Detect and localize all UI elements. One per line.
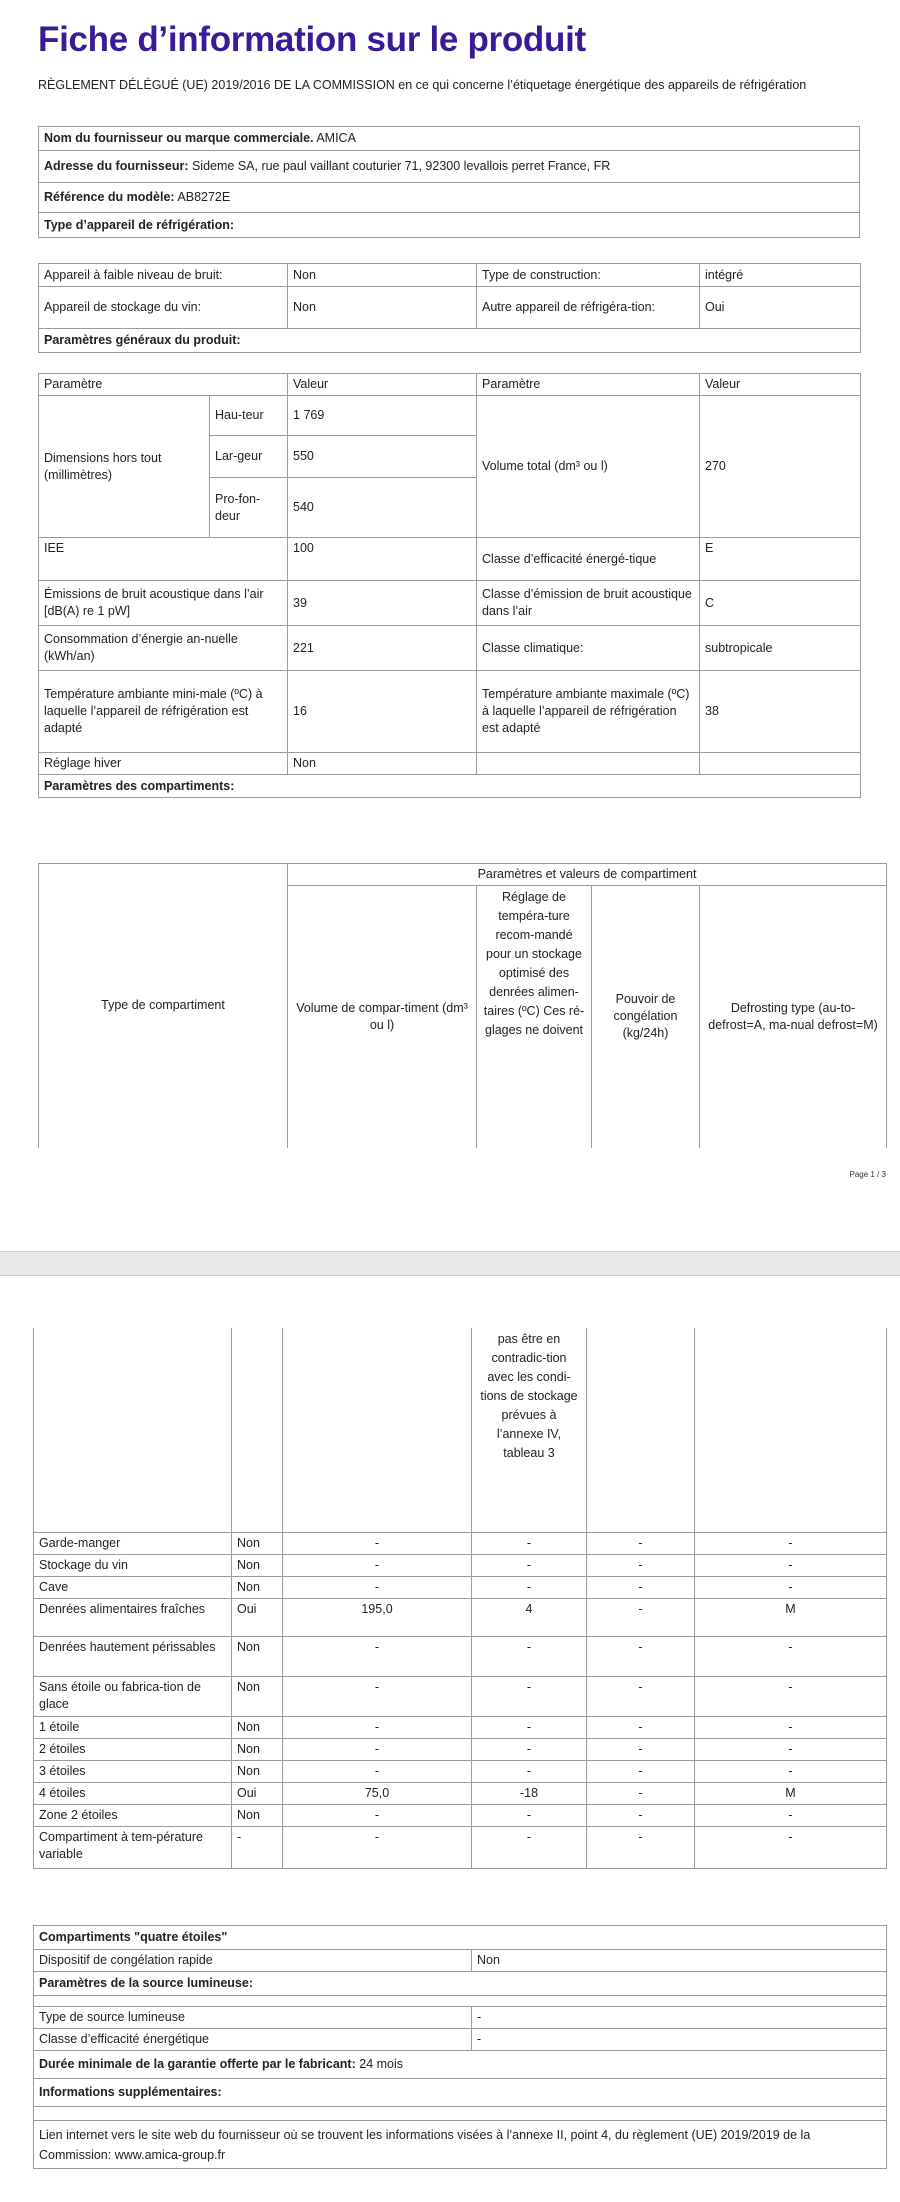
compartment-section-heading: Paramètres des compartiments: [39,775,861,798]
compartment-volume: - [283,1761,472,1783]
volume-label: Volume total (dm³ ou l) [477,396,700,538]
supplier-value: AMICA [316,131,356,145]
param-label: Classe d’efficacité énergé-tique [477,538,700,581]
height-value: 1 769 [288,396,477,436]
compartment-temp: - [472,1739,587,1761]
depth-label: Pro-fon-deur [210,478,288,538]
compartment-header-continued [34,1328,887,1532]
compartment-present: Oui [232,1599,283,1637]
compartment-row [34,1827,887,1869]
param-label: Classe d’émission de bruit acoustique dans l’air [477,581,700,626]
compartment-freezing: - [587,1577,695,1599]
model-row [39,183,860,213]
compartment-temp: - [472,1827,587,1869]
regulation-text: RÈGLEMENT DÉLÉGUÉ (UE) 2019/2016 DE LA COMMISSION en ce qui concerne l’étiquetage énergétique des appareils de réfrigération [38,78,807,92]
general-section-heading: Paramètres généraux du produit: [39,329,861,353]
compartment-freezing: - [587,1599,695,1637]
compartment-defrost: - [695,1805,887,1827]
compartment-freezing: - [587,1677,695,1717]
warranty-row [34,2051,887,2079]
compartment-defrost: M [695,1599,887,1637]
winter-label: Réglage hiver [39,753,288,775]
compartment-temp: - [472,1637,587,1677]
compartment-volume: - [283,1533,472,1555]
compartment-name: 4 étoiles [34,1783,232,1805]
compartment-row [34,1555,887,1577]
extra-section-heading: Informations supplémentaires: [34,2079,887,2107]
compartment-row [34,1677,887,1717]
compartment-type-header: Type de compartiment [39,864,288,1148]
type-label: Appareil à faible niveau de bruit: [39,264,288,287]
compartment-volume: - [283,1805,472,1827]
document-page-2 [0,1275,900,2202]
model-label: Référence du modèle: [44,190,175,204]
compartment-present: Non [232,1805,283,1827]
supplier-info-table [38,126,860,238]
compartment-row [34,1577,887,1599]
compartment-present: Non [232,1761,283,1783]
compartment-freezing: - [587,1827,695,1869]
compartment-temp: - [472,1555,587,1577]
compartment-present: Non [232,1637,283,1677]
compartment-name: 3 étoiles [34,1761,232,1783]
compartment-volume: - [283,1827,472,1869]
compartment-name: 2 étoiles [34,1739,232,1761]
compartment-present: Non [232,1577,283,1599]
width-value: 550 [288,436,477,478]
header-parameter: Paramètre [477,374,700,396]
light-section-heading: Paramètres de la source lumineuse: [34,1972,887,1996]
param-value: 221 [288,626,477,671]
param-value: 39 [288,581,477,626]
four-star-section-heading: Compartiments "quatre étoiles" [34,1926,887,1950]
general-row [39,626,861,671]
compartment-temp-header: Réglage de tempéra-ture recom-mandé pour un stockage optimisé des denrées alimen-taires (ºC) Ces ré-glages ne doivent [477,886,592,1148]
compartment-temp: 4 [472,1599,587,1637]
compartment-row [34,1761,887,1783]
compartment-freezing: - [587,1555,695,1577]
light-type-value: - [472,2007,887,2029]
general-row [39,581,861,626]
compartment-present: - [232,1827,283,1869]
compartment-name: Denrées hautement périssables [34,1637,232,1677]
type-value: Non [288,287,477,329]
compartment-freezing: - [587,1637,695,1677]
compartment-temp: -18 [472,1783,587,1805]
general-parameters-table [38,373,861,798]
compartment-name: Stockage du vin [34,1555,232,1577]
dimensions-label: Dimensions hors tout (millimètres) [39,396,210,538]
depth-value: 540 [288,478,477,538]
param-value: subtropicale [700,626,861,671]
light-type-label: Type de source lumineuse [34,2007,472,2029]
compartment-freezing-header: Pouvoir de congélation (kg/24h) [592,886,700,1148]
compartment-group-header: Paramètres et valeurs de compartiment [288,864,887,886]
type-value: Non [288,264,477,287]
compartment-header-table [38,863,887,1148]
model-value: AB8272E [177,190,231,204]
compartment-volume: - [283,1555,472,1577]
compartment-name: Sans étoile ou fabrica-tion de glace [34,1677,232,1717]
winter-value: Non [288,753,477,775]
compartment-temp-header-continued: pas être en contradic-tion avec les condi-tions de stockage prévues à l’annexe IV, tableau 3 [472,1328,587,1532]
compartment-volume: 195,0 [283,1599,472,1637]
compartment-temp: - [472,1577,587,1599]
header-parameter: Paramètre [39,374,288,396]
compartment-present: Non [232,1717,283,1739]
general-row [39,671,861,753]
compartment-volume: - [283,1739,472,1761]
compartment-row [34,1717,887,1739]
compartment-rows [34,1533,887,1869]
param-label: Classe climatique: [477,626,700,671]
compartment-present: Non [232,1533,283,1555]
supplier-row [39,127,860,151]
compartment-defrost: - [695,1717,887,1739]
compartment-present: Non [232,1677,283,1717]
compartment-name: Garde-manger [34,1533,232,1555]
compartment-row [34,1805,887,1827]
param-value: 100 [288,538,477,581]
light-class-label: Classe d’efficacité énergétique [34,2029,472,2051]
compartment-volume: - [283,1577,472,1599]
compartment-present: Non [232,1739,283,1761]
volume-value: 270 [700,396,861,538]
compartment-defrost: - [695,1555,887,1577]
compartment-freezing: - [587,1717,695,1739]
extra-info-row [34,2121,887,2169]
general-row [39,538,861,581]
general-header-row [39,374,861,396]
address-label: Adresse du fournisseur: [44,159,189,173]
compartment-volume: - [283,1637,472,1677]
supplier-label: Nom du fournisseur ou marque commerciale. [44,131,314,145]
bottom-sections-table [33,1925,887,2169]
address-value: Sideme SA, rue paul vaillant couturier 71, 92300 levallois perret France, FR [191,159,611,173]
param-label: IEE [39,538,288,581]
four-star-row [34,1950,887,1972]
page-title: Fiche d’information sur le produit [38,20,586,59]
type-label: Autre appareil de réfrigéra-tion: [477,287,700,329]
param-label: Consommation d’énergie an-nuelle (kWh/an) [39,626,288,671]
compartment-row [34,1783,887,1805]
compartment-name: Compartiment à tem-pérature variable [34,1827,232,1869]
type-label: Appareil de stockage du vin: [39,287,288,329]
compartment-defrost: - [695,1761,887,1783]
compartment-defrost: - [695,1827,887,1869]
header-value: Valeur [700,374,861,396]
compartment-row [34,1637,887,1677]
compartment-temp: - [472,1761,587,1783]
appliance-type-table [38,263,861,353]
compartment-temp: - [472,1533,587,1555]
compartment-name: Cave [34,1577,232,1599]
compartment-defrost: M [695,1783,887,1805]
compartment-defrost: - [695,1677,887,1717]
type-label: Type de construction: [477,264,700,287]
compartment-freezing: - [587,1739,695,1761]
width-label: Lar-geur [210,436,288,478]
address-row [39,151,860,183]
param-label: Température ambiante maximale (ºC) à laquelle l’appareil de réfrigération est adapté [477,671,700,753]
compartment-present: Oui [232,1783,283,1805]
param-value: 38 [700,671,861,753]
compartment-row [34,1599,887,1637]
type-value: Oui [700,287,861,329]
compartment-temp: - [472,1677,587,1717]
height-label: Hau-teur [210,396,288,436]
supplier-website-link[interactable]: www.amica-group.fr [114,2147,226,2162]
compartment-volume: - [283,1717,472,1739]
compartment-present: Non [232,1555,283,1577]
compartment-row [34,1739,887,1761]
param-value: C [700,581,861,626]
type-section-heading: Type d’appareil de réfrigération: [39,213,860,238]
param-label: Émissions de bruit acoustique dans l’air [dB(A) re 1 pW] [39,581,288,626]
compartment-name: Denrées alimentaires fraîches [34,1599,232,1637]
type-row [39,264,861,287]
dimension-height-row [39,396,861,436]
compartment-row [34,1533,887,1555]
compartment-freezing: - [587,1761,695,1783]
compartment-temp: - [472,1717,587,1739]
fast-freeze-value: Non [472,1950,887,1972]
winter-row [39,753,861,775]
compartment-defrost: - [695,1739,887,1761]
compartment-name: 1 étoile [34,1717,232,1739]
page-number: Page 1 / 3 [849,1170,886,1179]
type-value: intégré [700,264,861,287]
light-row [34,2007,887,2029]
extra-info-text: Lien internet vers le site web du fournisseur où se trouvent les informations visées à l’annexe II, point 4, du règlement (UE) 2019/2019 de la Commission: [39,2127,811,2162]
param-label: Température ambiante mini-male (ºC) à laquelle l’appareil de réfrigération est adapté [39,671,288,753]
compartment-volume: - [283,1677,472,1717]
param-value: 16 [288,671,477,753]
compartment-volume-header: Volume de compar-timent (dm³ ou l) [288,886,477,1148]
type-row [39,287,861,329]
compartment-freezing: - [587,1783,695,1805]
light-class-value: - [472,2029,887,2051]
compartment-temp: - [472,1805,587,1827]
warranty-value: 24 mois [359,2057,404,2071]
fast-freeze-label: Dispositif de congélation rapide [34,1950,472,1972]
compartment-defrost: - [695,1577,887,1599]
light-row [34,2029,887,2051]
compartment-defrost: - [695,1533,887,1555]
compartment-freezing: - [587,1533,695,1555]
compartment-defrost-header: Defrosting type (au-to-defrost=A, ma-nual defrost=M) [700,886,887,1148]
compartment-table [33,1328,887,1533]
compartment-freezing: - [587,1805,695,1827]
compartment-defrost: - [695,1637,887,1677]
compartment-name: Zone 2 étoiles [34,1805,232,1827]
compartment-volume: 75,0 [283,1783,472,1805]
param-value: E [700,538,861,581]
header-value: Valeur [288,374,477,396]
compartment-rows-table [33,1532,887,1869]
warranty-label: Durée minimale de la garantie offerte par le fabricant: [39,2057,356,2071]
